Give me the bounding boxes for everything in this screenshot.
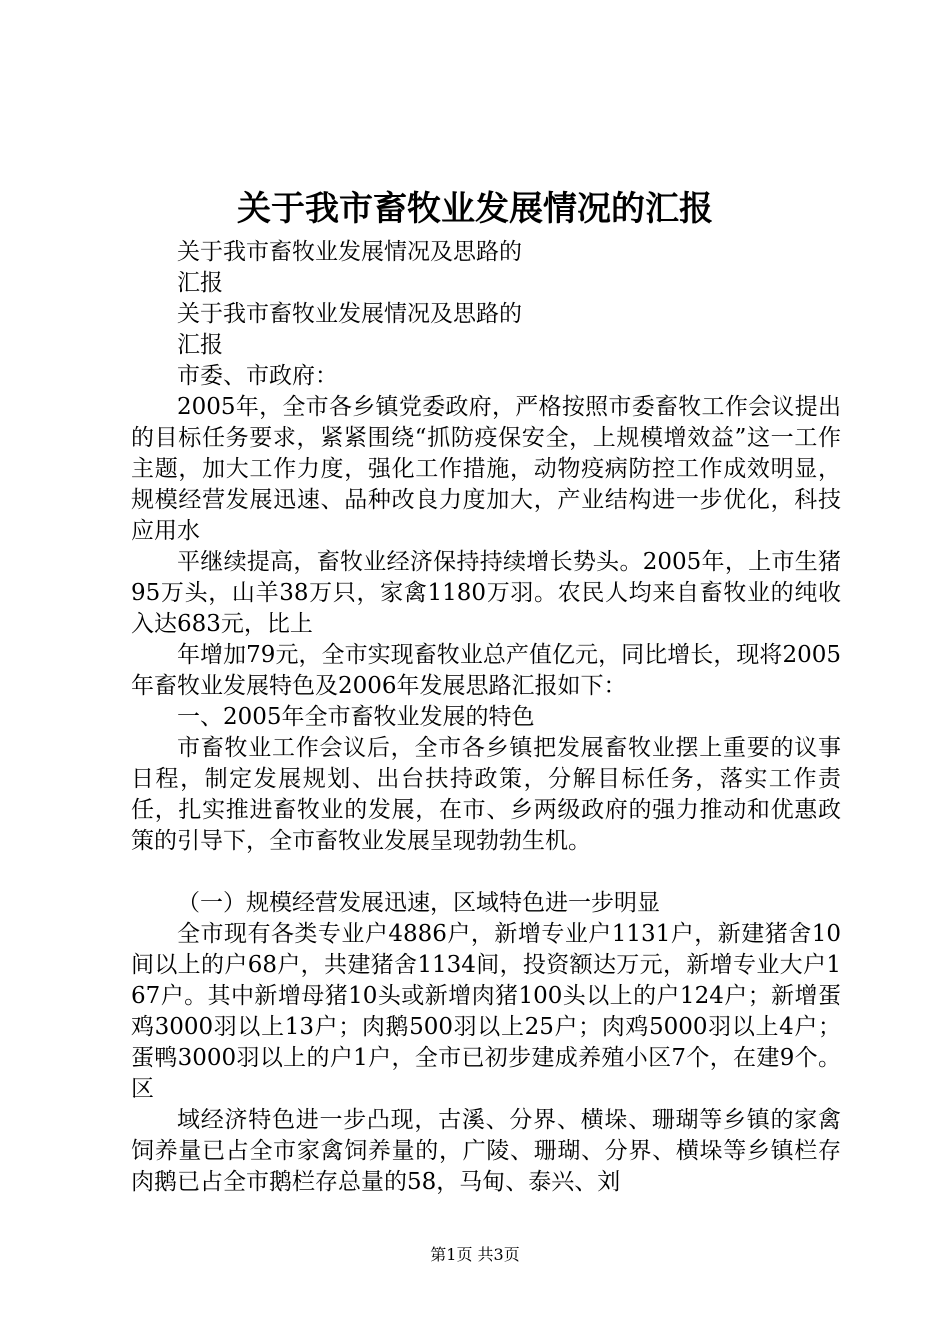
paragraph: 全市现有各类专业户4886户，新增专业户1131户，新建猪舍10间以上的户68户，共建猪舍1134间，投资额达万元，新增专业大户167户。其中新增母猪10头或新增肉猪100头以上的户124户；新增蛋鸡3000羽以上13户；肉鹅500羽以上25户；肉鸡5000羽以上4户；蛋鸭3000羽以上的户1户，全市已初步建成养殖小区7个，在建9个。区 [131, 921, 841, 1102]
paragraph-gap [131, 857, 841, 888]
subtitle-line: 汇报 [177, 332, 223, 358]
document-title: 关于我市畜牧业发展情况的汇报 [237, 189, 713, 229]
page-footer: 第1页 共3页 [430, 1245, 520, 1264]
paragraph: 平继续提高，畜牧业经济保持持续增长势头。2005年，上市生猪95万头，山羊38万只，家禽1180万羽。农民人均来自畜牧业的纯收入达683元，比上 [131, 549, 841, 637]
salutation: 市委、市政府： [177, 363, 338, 389]
paragraph: 市畜牧业工作会议后，全市各乡镇把发展畜牧业摆上重要的议事日程，制定发展规划、出台扶持政策，分解目标任务，落实工作责任，扎实推进畜牧业的发展，在市、乡两级政府的强力推动和优惠政策的引导下，全市畜牧业发展呈现勃勃生机。 [131, 735, 841, 854]
section-heading: 一、2005年全市畜牧业发展的特色 [177, 704, 535, 730]
subtitle-line: 关于我市畜牧业发展情况及思路的 [177, 301, 522, 327]
paragraph: 域经济特色进一步凸现，古溪、分界、横垛、珊瑚等乡镇的家禽饲养量已占全市家禽饲养量的，广陵、珊瑚、分界、横垛等乡镇栏存肉鹅已占全市鹅栏存总量的58，马甸、泰兴、刘 [131, 1107, 841, 1195]
subtitle-line: 关于我市畜牧业发展情况及思路的 [177, 239, 522, 265]
paragraph: 年增加79元，全市实现畜牧业总产值亿元，同比增长，现将2005年畜牧业发展特色及2006年发展思路汇报如下： [131, 642, 841, 699]
document-body [131, 237, 841, 1198]
paragraph: 2005年，全市各乡镇党委政府，严格按照市委畜牧工作会议提出的目标任务要求，紧紧围绕“抓防疫保安全，上规模增效益”这一工作主题，加大工作力度，强化工作措施，动物疫病防控工作成效明显，规模经营发展迅速、品种改良力度加大，产业结构进一步优化，科技应用水 [131, 394, 841, 544]
section-heading: （一）规模经营发展迅速，区域特色进一步明显 [177, 890, 660, 916]
subtitle-line: 汇报 [177, 270, 223, 296]
